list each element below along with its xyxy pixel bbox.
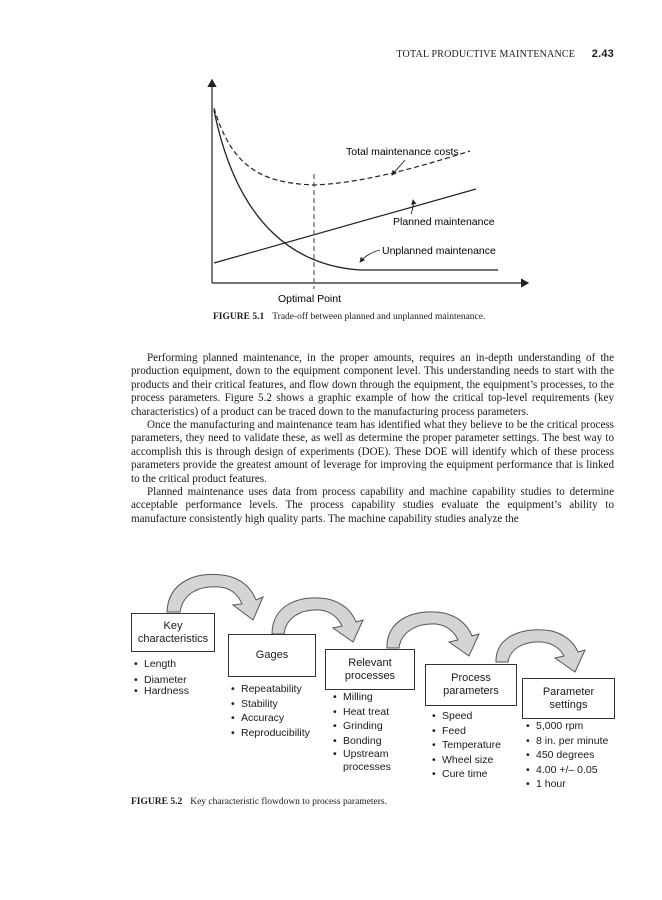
paragraph: Planned maintenance uses data from process capability and machine capability studies to determine acceptable performance levels. The process capability studies evaluate the equipment’s ability to manufacture consistently high quality parts. The machine capability studies analyze the xyxy=(131,486,614,525)
list-item: • Repeatability xyxy=(231,682,310,697)
stage-title-line: Relevant xyxy=(348,656,392,669)
list-item: • Stability xyxy=(231,697,310,712)
stage-box-parameter-settings xyxy=(522,678,615,719)
list-item: • Bonding xyxy=(333,734,423,749)
list-item: • Temperature xyxy=(432,738,501,753)
list-item: • 8 in. per minute xyxy=(526,734,608,749)
list-item: • Hardness xyxy=(134,684,189,699)
stage-box-relevant-processes xyxy=(325,649,415,690)
figure-5-2-label: FIGURE 5.2 xyxy=(131,797,183,807)
figure-5-1-caption-text: Trade-off between planned and unplanned maintenance. xyxy=(272,312,486,322)
paragraph: Once the manufacturing and maintenance team has identified what they believe to be the critical process parameters, they need to validate these, as well as determine the proper parameter settings. The best way to accomplish this is through design of experiments (DOE). These DOE will identify which of these process parameters provide the greatest amount of leverage for improving the equipment performance that is linked to the critical product features. xyxy=(131,419,614,485)
figure-5-2-caption-text: Key characteristic flowdown to process parameters. xyxy=(190,797,387,807)
stage-title-line: Key xyxy=(163,619,183,632)
label-planned-maintenance: Planned maintenance xyxy=(393,216,495,228)
list-item: • 1 hour xyxy=(526,777,608,792)
list-item: • 5,000 rpm xyxy=(526,719,608,734)
label-optimal-point: Optimal Point xyxy=(278,293,342,305)
label-unplanned-maintenance: Unplanned maintenance xyxy=(382,245,496,257)
list-item: • 450 degrees xyxy=(526,748,608,763)
stage-title-line: Process xyxy=(451,672,491,684)
running-title: TOTAL PRODUCTIVE MAINTENANCE xyxy=(396,49,576,60)
list-item: • Feed xyxy=(432,724,501,739)
stage-list-parameter-settings xyxy=(526,719,608,792)
list-item: • 4.00 +/– 0.05 xyxy=(526,763,608,778)
list-item: • Speed xyxy=(432,709,501,724)
stage-title-line: processes xyxy=(344,669,396,682)
page-number: 2.43 xyxy=(591,48,614,60)
list-item: • Cure time xyxy=(432,767,501,782)
label-total-maintenance-costs: Total maintenance costs xyxy=(346,146,459,158)
figure-5-2-caption xyxy=(131,797,387,807)
stage-list-process-parameters xyxy=(432,709,501,782)
paragraph: Performing planned maintenance, in the proper amounts, requires an in-depth understanding of the production equipment, down to the equipment component level. This understanding needs to start with the products and their critical features, and flow down through the equipment, the equipment’s processes, to the process parameters. Figure 5.2 shows a graphic example of how the critical top-level requirements (key characteristics) of a product can be traced down to the manufacturing process parameters. xyxy=(131,352,614,418)
list-item: • Milling xyxy=(333,690,423,705)
list-item: • Diameter xyxy=(134,673,189,688)
list-item: • Length xyxy=(134,657,189,672)
stage-title-line: characteristics xyxy=(137,632,209,645)
stage-list-relevant-processes xyxy=(333,690,423,774)
list-item: • Reproducibility xyxy=(231,726,310,741)
stage-title-line: settings xyxy=(549,698,588,711)
figure-5-1-label: FIGURE 5.1 xyxy=(213,312,265,322)
list-item: • Grinding xyxy=(333,719,423,734)
stage-title-line: Parameter xyxy=(542,685,595,698)
stage-title-line: parameters xyxy=(443,685,499,697)
list-item: • Accuracy xyxy=(231,711,310,726)
stage-list-gages xyxy=(231,682,310,740)
stage-list-key-characteristics xyxy=(134,657,189,699)
stage-box-gages xyxy=(228,634,316,677)
list-item: • Wheel size xyxy=(432,753,501,768)
list-item: • Heat treat xyxy=(333,705,423,720)
list-item: • Upstream processes xyxy=(333,748,423,774)
stage-box-process-parameters xyxy=(425,664,517,706)
stage-box-key-characteristics xyxy=(131,613,215,652)
stage-title-line: Gages xyxy=(255,649,289,661)
